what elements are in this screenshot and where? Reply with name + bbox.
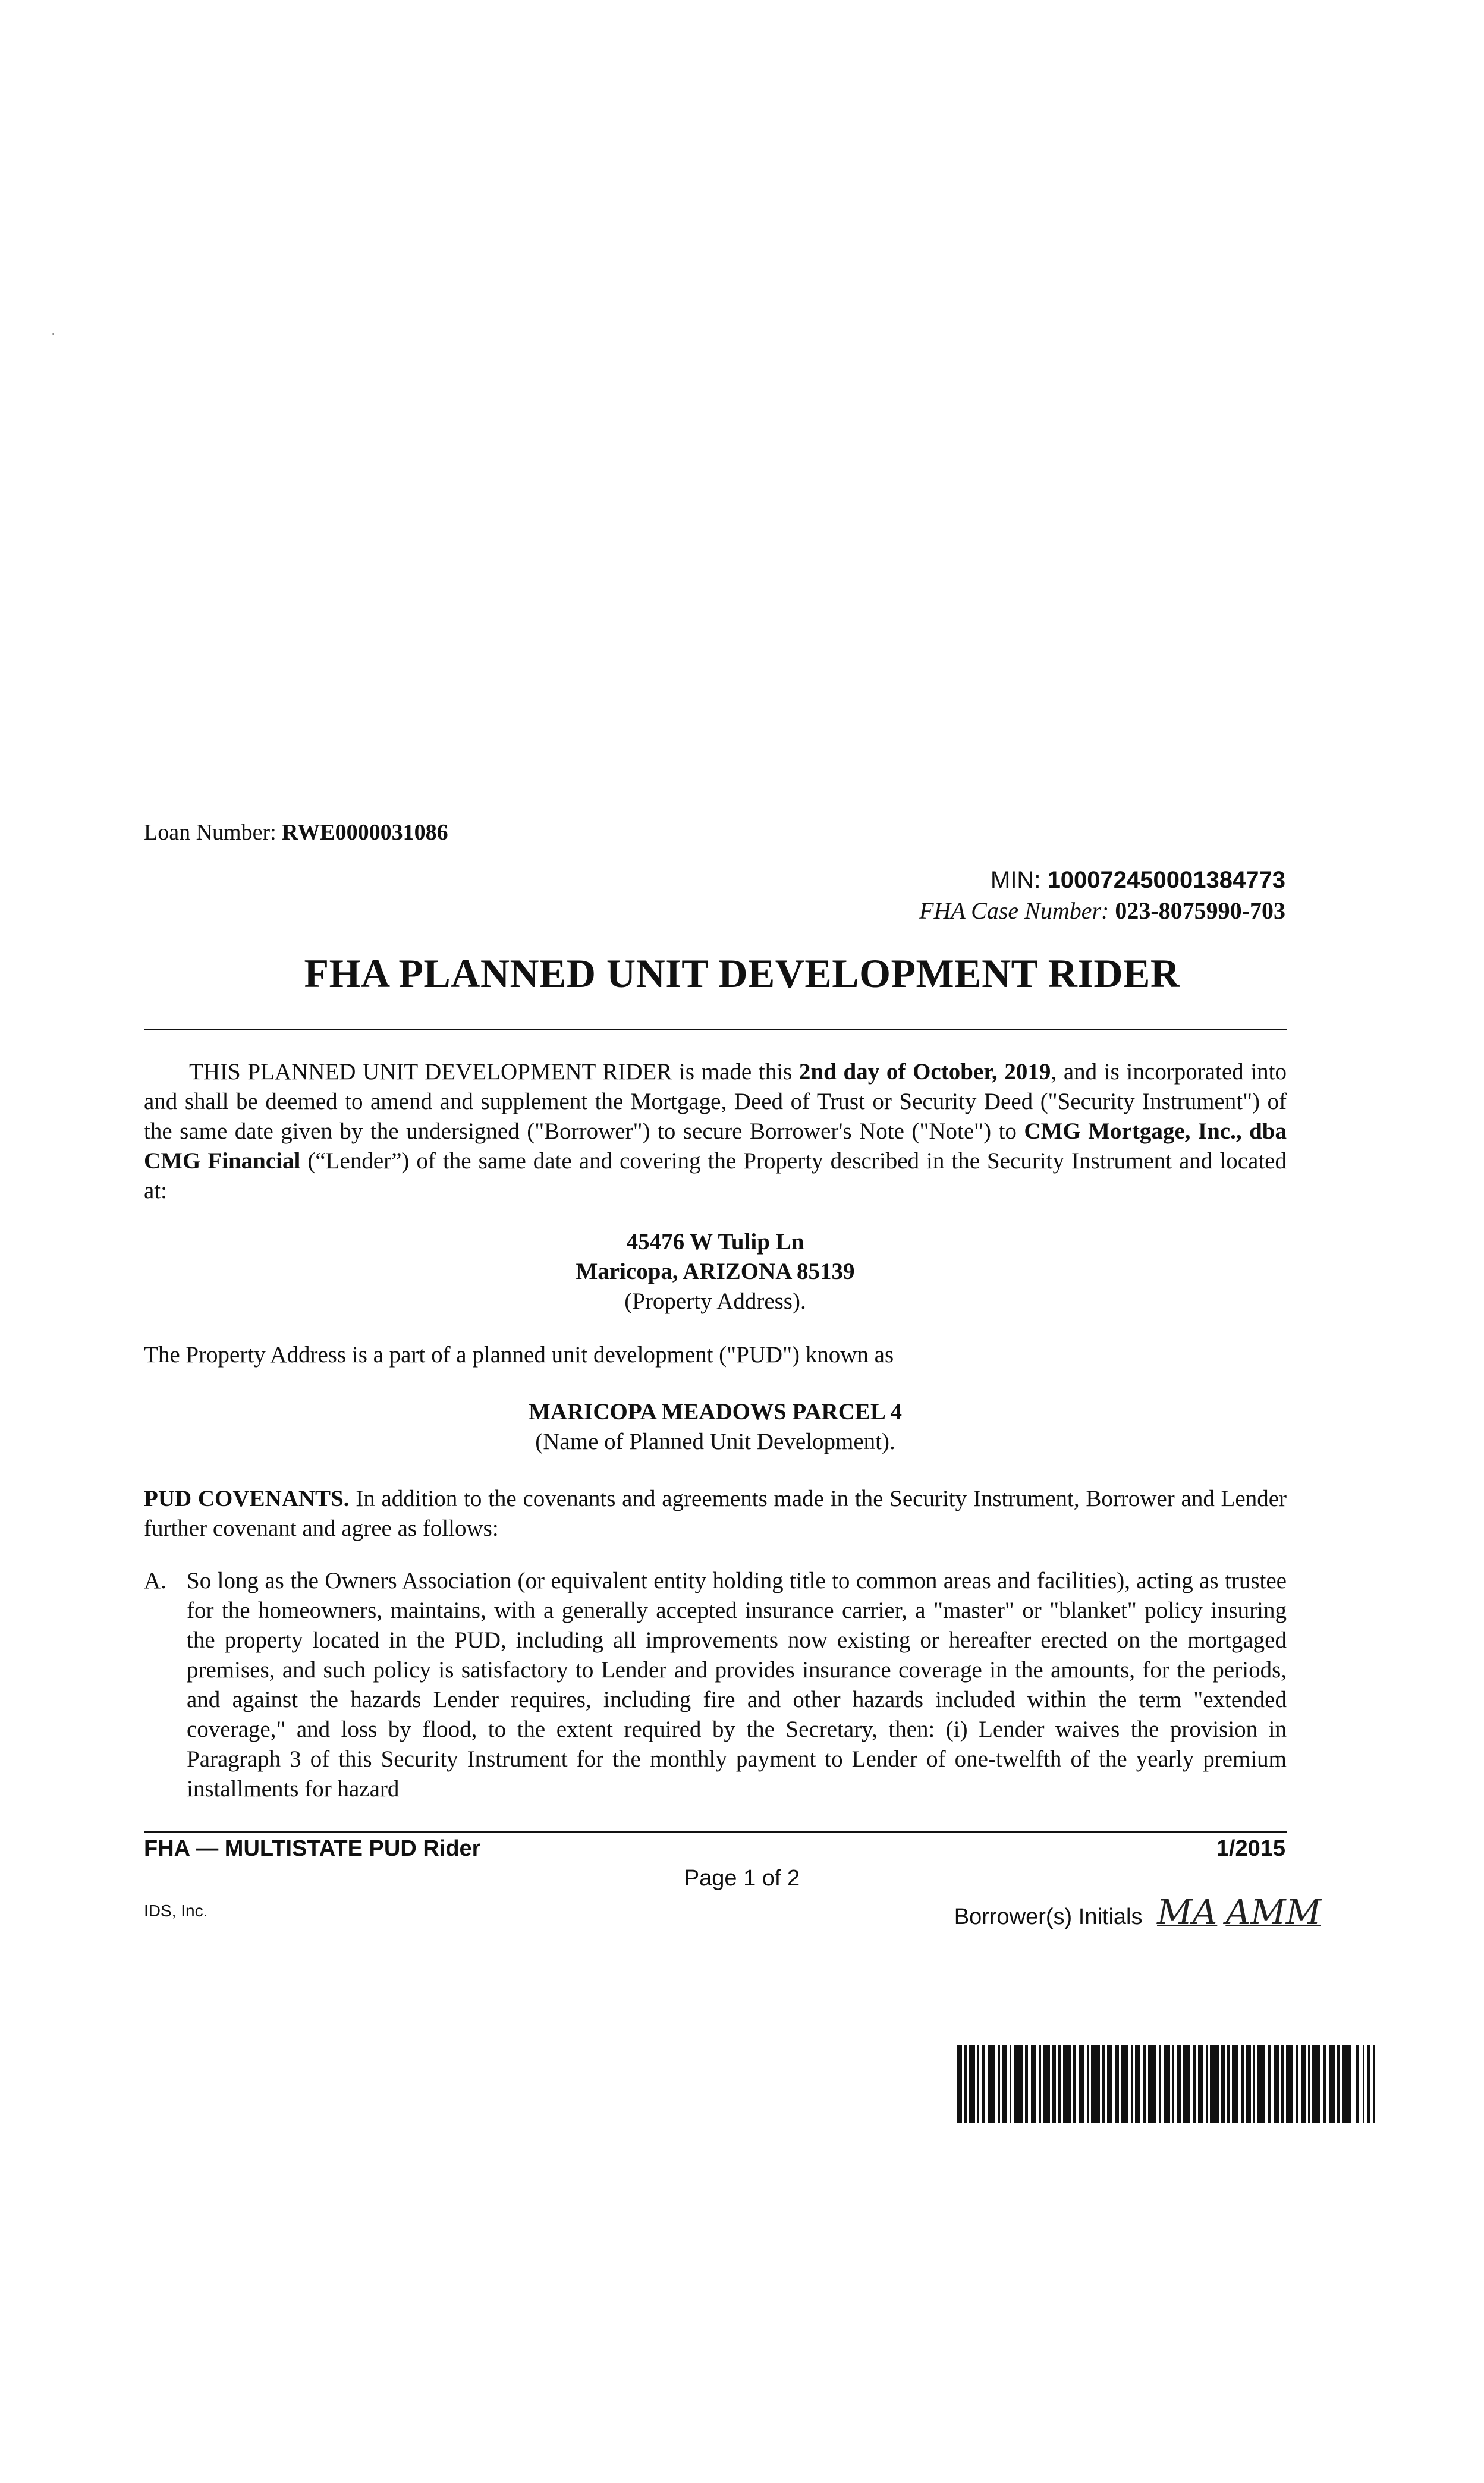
item-a-text: So long as the Owners Association (or equivalent entity holding title to common areas and facilities), acting as trustee for the homeowners, maintains, with a generally accepted insurance carrier, a "master" or "blanket" policy insuring the property located in the PUD, including all improvements now existing or hereafter erected on the mortgaged premises, and such policy is satisfactory to Lender and provides insurance coverage in the amounts, for the periods, and against the hazards Lender requires, including fire and other hazards included within the term "extended coverage," and loss by flood, to the extent required by the Secretary, then: (i) Lender waives the provision in Paragraph 3 of this Security Instrument for the monthly payment to Lender of one-twelfth of the yearly premium installments for hazard [187,1568,1287,1802]
property-address-block [144,1227,1287,1316]
footer-divider [144,1831,1287,1833]
pud-name-caption: (Name of Planned Unit Development). [535,1429,895,1454]
loan-number-label: Loan Number: [144,820,276,845]
pud-known-as: The Property Address is a part of a planned unit development ("PUD") known as [144,1342,894,1368]
property-address-line-2: Maricopa, ARIZONA 85139 [576,1259,855,1284]
vendor-name: IDS, Inc. [144,1901,208,1920]
borrower-initials [954,1892,1329,1932]
pud-name-block [144,1397,1287,1457]
intro-text-3: (“Lender”) of the same date and covering the Property described in the Security Instrument and located at: [144,1148,1287,1203]
barcode-icon [957,2045,1379,2123]
handwritten-initials [1157,1892,1329,1932]
loan-number-line [144,819,448,846]
min-value: 100072450001384773 [1047,867,1285,893]
pud-covenants-paragraph [144,1484,1287,1544]
document-title: FHA PLANNED UNIT DEVELOPMENT RIDER [304,951,1180,996]
intro-lender: CMG Mortgage, Inc., dba CMG Financial [144,1118,1287,1174]
pud-covenants-text: In addition to the covenants and agreements made in the Security Instrument, Borrower and Lender further covenant and agree as follows: [144,1486,1287,1541]
form-name: FHA — MULTISTATE PUD Rider [144,1836,481,1861]
intro-text-2: , and is incorporated into and shall be deemed to amend and supplement the Mortgage, Deed of Trust or Security Deed ("Security Instrument") of the same date given by the undersigned ("Borrower") to secure Borrower's Note ("Note") to [144,1059,1287,1144]
property-address-caption: (Property Address). [624,1288,806,1314]
fha-case-line [919,897,1285,925]
intro-paragraph [144,1057,1287,1206]
fha-case-value: 023-8075990-703 [1115,897,1285,924]
initial-2: AMM [1225,1892,1321,1932]
scan-speck [52,333,54,335]
loan-number-value: RWE0000031086 [282,820,448,845]
intro-text-1: THIS PLANNED UNIT DEVELOPMENT RIDER is made this [189,1059,799,1085]
title-divider [144,1029,1287,1030]
item-a-marker: A. [144,1568,166,1593]
pud-covenants-heading: PUD COVENANTS. [144,1486,350,1511]
initials-label: Borrower(s) Initials [954,1904,1143,1929]
form-date: 1/2015 [1216,1836,1285,1861]
fha-case-label: FHA Case Number: [919,897,1109,924]
covenant-item-a [144,1566,1287,1804]
page-number: Page 1 of 2 [684,1866,800,1891]
pud-name: MARICOPA MEADOWS PARCEL 4 [529,1399,902,1425]
property-address-line-1: 45476 W Tulip Ln [626,1229,804,1255]
intro-date: 2nd day of October, 2019 [798,1059,1051,1085]
initial-1: MA [1157,1892,1218,1932]
min-line [991,867,1285,894]
min-label: MIN: [991,867,1041,893]
